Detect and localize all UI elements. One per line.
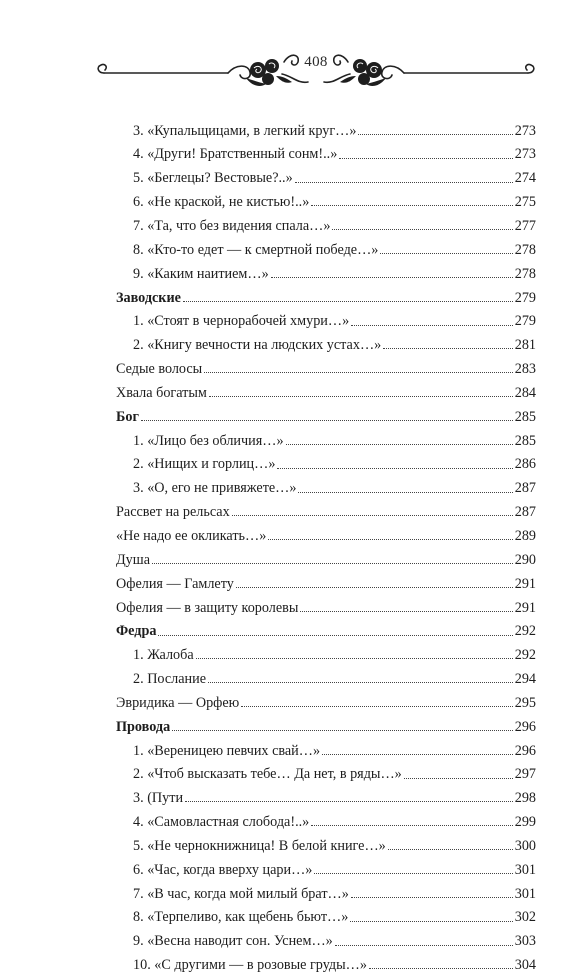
toc-entry-page: 289 — [514, 527, 536, 544]
toc-entry-title: Бог — [116, 408, 139, 425]
toc-entry-title: 9. «Весна наводит сон. Уснем…» — [133, 933, 333, 950]
toc-entry-title: 6. «Не краской, не кистью!..» — [133, 194, 310, 211]
toc-entry-title: 7. «В час, когда мой милый брат…» — [133, 885, 349, 902]
toc-entry-page: 284 — [514, 384, 536, 401]
dot-leader — [183, 300, 513, 302]
toc-entry-title: 4. «Самовластная слобода!..» — [133, 814, 310, 831]
toc-entry — [116, 710, 536, 734]
toc-entry — [116, 162, 536, 186]
dot-leader — [208, 681, 513, 683]
toc-entry — [116, 424, 536, 448]
toc-entry-title: 3. (Пути — [133, 790, 184, 807]
dot-leader — [351, 324, 513, 326]
toc-entry-page: 278 — [514, 265, 536, 282]
dot-leader — [232, 514, 513, 516]
dot-leader — [295, 181, 513, 183]
toc-entry-page: 302 — [514, 909, 536, 926]
dot-leader — [185, 800, 513, 802]
toc-entry-title: 2. Послание — [133, 671, 207, 688]
dot-leader — [172, 729, 513, 731]
toc-entry — [116, 782, 536, 806]
toc-entry — [116, 853, 536, 877]
toc-entry-page: 292 — [514, 647, 536, 664]
toc-entry-page: 299 — [514, 814, 536, 831]
toc-entry-title: Седые волосы — [116, 361, 203, 378]
toc-entry-title: Провода — [116, 718, 171, 735]
toc-entry-page: 285 — [514, 408, 536, 425]
toc-entry-title: Офелия — Гамлету — [116, 575, 234, 592]
toc-entry — [116, 925, 536, 949]
toc-entry-page: 296 — [514, 718, 536, 735]
toc-entry-title: 1. Жалоба — [133, 647, 194, 664]
toc-entry-title: 5. «Беглецы? Вестовые?..» — [133, 170, 293, 187]
dot-leader — [209, 395, 513, 397]
dot-leader — [358, 133, 512, 135]
toc-entry — [116, 615, 536, 639]
toc-entry-title: Рассвет на рельсах — [116, 504, 230, 521]
dot-leader — [339, 157, 512, 159]
toc-entry-page: 303 — [514, 933, 536, 950]
toc-entry-title: 6. «Час, когда вверху цари…» — [133, 861, 313, 878]
dot-leader — [404, 777, 513, 779]
dot-leader — [241, 705, 512, 707]
dot-leader — [196, 657, 513, 659]
toc-entry — [116, 639, 536, 663]
dot-leader — [332, 228, 512, 230]
toc-entry-page: 278 — [514, 241, 536, 258]
toc-entry-page: 301 — [514, 861, 536, 878]
toc-entry — [116, 400, 536, 424]
toc-entry-title: Федра — [116, 623, 157, 640]
toc-entry-page: 275 — [514, 194, 536, 211]
dot-leader — [298, 491, 512, 493]
toc-entry-page: 273 — [514, 146, 536, 163]
toc-entry — [116, 257, 536, 281]
toc-entry — [116, 352, 536, 376]
toc-entry-page: 283 — [514, 361, 536, 378]
dot-leader — [286, 443, 513, 445]
toc-entry — [116, 877, 536, 901]
dot-leader — [311, 824, 512, 826]
dot-leader — [369, 967, 513, 969]
dot-leader — [158, 634, 512, 636]
toc-entry — [116, 901, 536, 925]
toc-entry-page: 281 — [514, 337, 536, 354]
toc-entry-title: Душа — [116, 551, 150, 568]
toc-entry-title: 3. «О, его не привяжете…» — [133, 480, 297, 497]
toc-entry-title: Хвала богатым — [116, 384, 207, 401]
toc-entry-page: 296 — [514, 742, 536, 759]
dot-leader — [152, 562, 513, 564]
toc-entry-page: 279 — [514, 313, 536, 330]
toc-entry-title: Заводские — [116, 289, 181, 306]
toc-entry-title: Эвридика — Орфею — [116, 694, 240, 711]
toc-entry-title: 2. «Чтоб высказать тебе… Да нет, в ряды…» — [133, 766, 402, 783]
dot-leader — [268, 538, 512, 540]
toc-entry — [116, 209, 536, 233]
dot-leader — [380, 252, 512, 254]
page-header — [96, 46, 536, 92]
toc-entry-page: 300 — [514, 837, 536, 854]
toc-entry-title: Офелия — в защиту королевы — [116, 599, 299, 616]
toc-entry-page: 273 — [514, 122, 536, 139]
toc-entry-page: 292 — [514, 623, 536, 640]
toc-entry-page: 297 — [514, 766, 536, 783]
toc-entry-title: 1. «Лицо без обличия…» — [133, 432, 284, 449]
toc-entry — [116, 448, 536, 472]
toc-entry-page: 301 — [514, 885, 536, 902]
dot-leader — [300, 610, 512, 612]
toc-entry-page: 286 — [514, 456, 536, 473]
toc-entry — [116, 376, 536, 400]
toc-entry-title: 3. «Купальщицами, в легкий круг…» — [133, 122, 357, 139]
toc-entry — [116, 758, 536, 782]
toc-entry — [116, 496, 536, 520]
toc-entry — [116, 114, 536, 138]
toc-entry-title: 1. «Вереницею певчих свай…» — [133, 742, 321, 759]
table-of-contents — [116, 114, 536, 972]
toc-entry-page: 291 — [514, 599, 536, 616]
toc-entry-page: 294 — [514, 671, 536, 688]
toc-entry — [116, 472, 536, 496]
dot-leader — [335, 944, 513, 946]
toc-entry-page: 274 — [514, 170, 536, 187]
dot-leader — [350, 920, 512, 922]
toc-entry — [116, 949, 536, 973]
toc-entry-title: «Не надо ее окликать…» — [116, 527, 267, 544]
toc-entry — [116, 519, 536, 543]
dot-leader — [204, 371, 513, 373]
toc-entry-page: 290 — [514, 551, 536, 568]
toc-entry-title: 10. «С другими — в розовые груды…» — [133, 957, 367, 973]
toc-entry-page: 295 — [514, 694, 536, 711]
toc-entry — [116, 305, 536, 329]
toc-entry-title: 5. «Не чернокнижница! В белой книге…» — [133, 837, 386, 854]
toc-entry-title: 7. «Та, что без видения спала…» — [133, 218, 331, 235]
toc-entry-page: 291 — [514, 575, 536, 592]
toc-entry-page: 287 — [514, 504, 536, 521]
toc-entry-title: 4. «Други! Братственный сонм!..» — [133, 146, 338, 163]
dot-leader — [383, 347, 512, 349]
toc-entry — [116, 662, 536, 686]
toc-entry — [116, 567, 536, 591]
toc-entry — [116, 543, 536, 567]
toc-entry-title: 8. «Терпеливо, как щебень бьют…» — [133, 909, 349, 926]
dot-leader — [314, 872, 512, 874]
page-number: 408 — [304, 54, 328, 70]
toc-entry — [116, 281, 536, 305]
dot-leader — [388, 848, 513, 850]
toc-entry-title: 8. «Кто-то едет — к смертной победе…» — [133, 241, 379, 258]
toc-entry-title: 2. «Книгу вечности на людских устах…» — [133, 337, 382, 354]
toc-entry — [116, 805, 536, 829]
toc-entry — [116, 138, 536, 162]
toc-entry — [116, 686, 536, 710]
dot-leader — [311, 204, 512, 206]
dot-leader — [351, 896, 513, 898]
toc-entry-title: 9. «Каким наитием…» — [133, 265, 269, 282]
toc-entry-page: 304 — [514, 957, 536, 973]
dot-leader — [236, 586, 513, 588]
dot-leader — [322, 753, 513, 755]
toc-entry-page: 279 — [514, 289, 536, 306]
toc-entry-page: 298 — [514, 790, 536, 807]
toc-entry-title: 2. «Нищих и горлиц…» — [133, 456, 276, 473]
toc-entry — [116, 186, 536, 210]
toc-entry-title: 1. «Стоят в чернорабочей хмури…» — [133, 313, 350, 330]
toc-entry — [116, 829, 536, 853]
toc-entry-page: 287 — [514, 480, 536, 497]
toc-entry — [116, 734, 536, 758]
toc-entry — [116, 591, 536, 615]
toc-entry-page: 277 — [514, 218, 536, 235]
toc-entry — [116, 233, 536, 257]
dot-leader — [277, 467, 512, 469]
toc-entry — [116, 329, 536, 353]
toc-entry-page: 285 — [514, 432, 536, 449]
dot-leader — [141, 419, 513, 421]
dot-leader — [271, 276, 513, 278]
